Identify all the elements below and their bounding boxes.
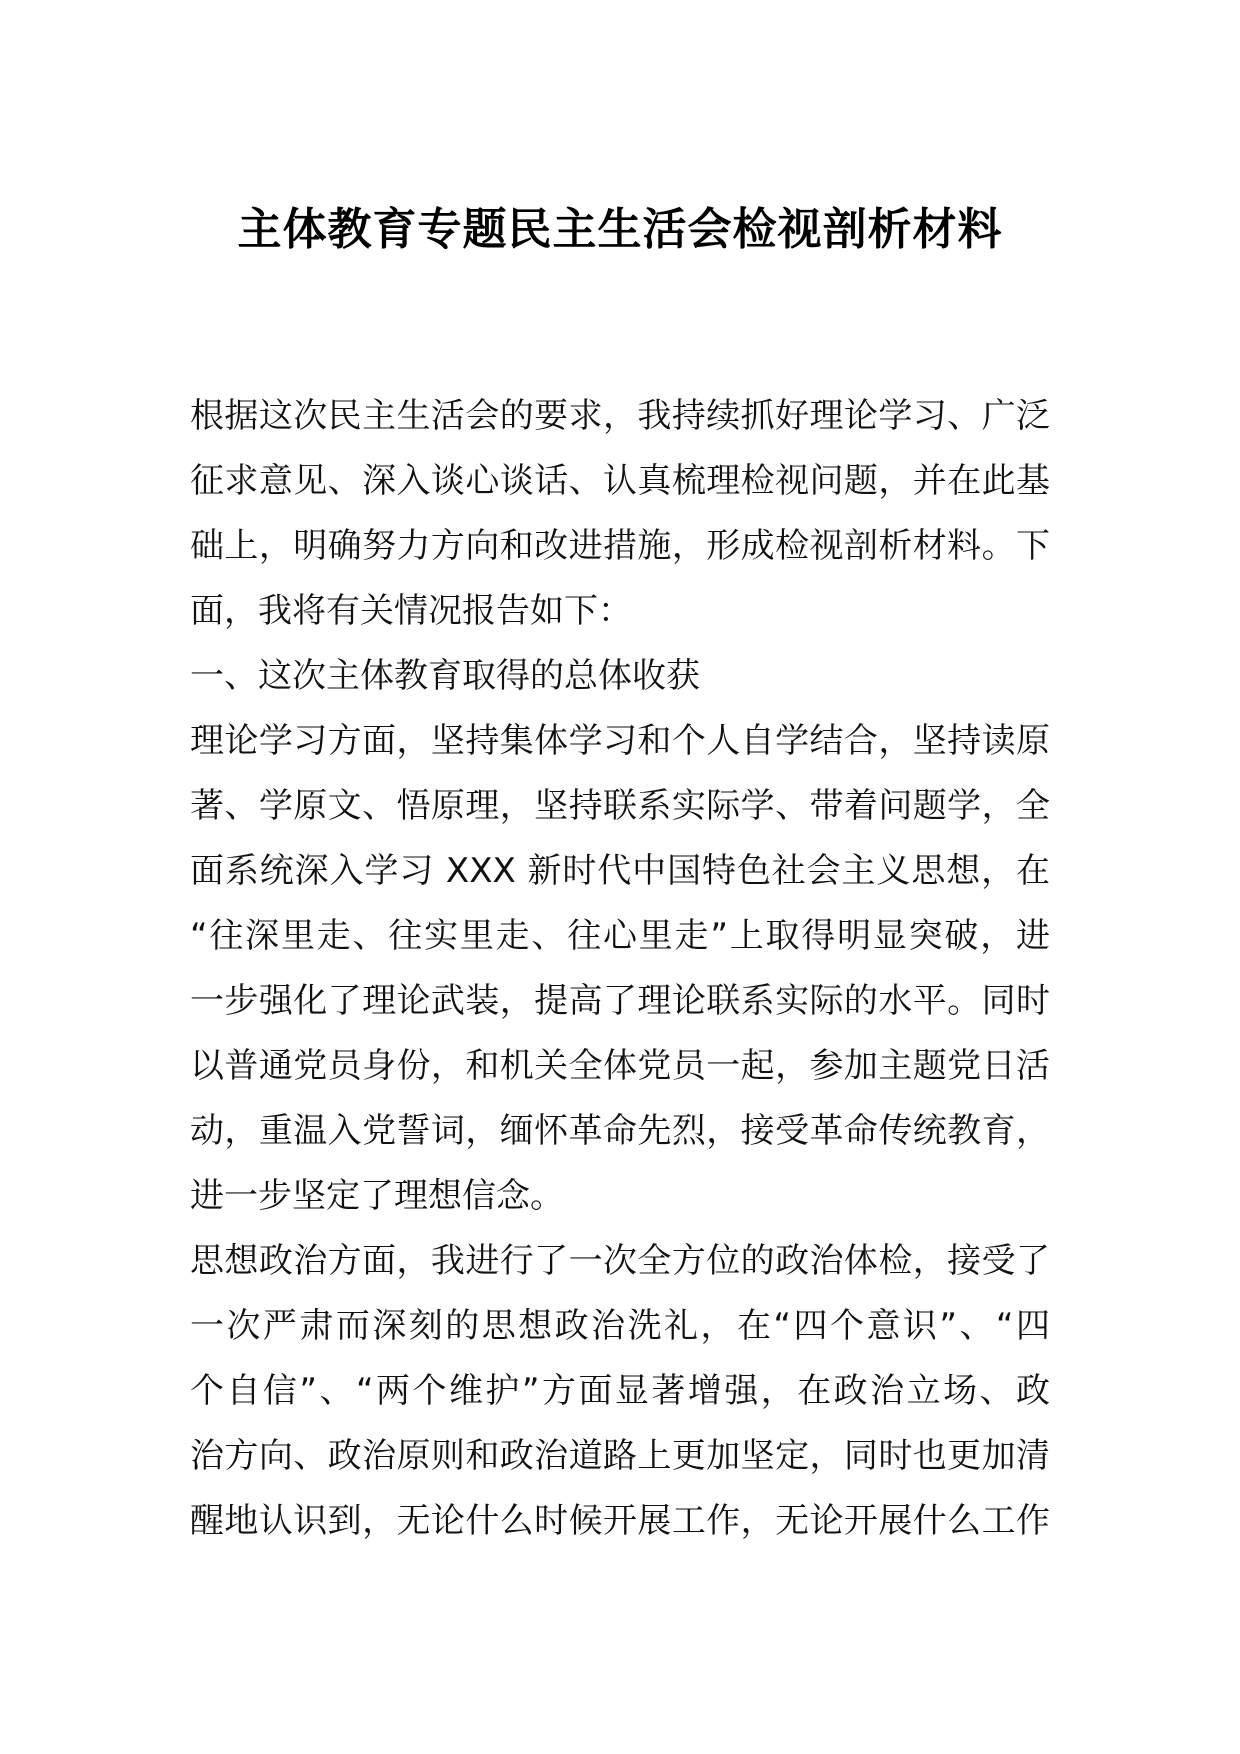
body-line: 思想政治方面，我进行了一次全方位的政治体检，接受了	[190, 1241, 1050, 1281]
document-title: 主体教育专题民主生活会检视剖析材料	[237, 204, 1003, 255]
body-line: 醒地认识到，无论什么时候开展工作，无论开展什么工作	[190, 1501, 1050, 1541]
body-line: 著、学原文、悟原理，坚持联系实际学、带着问题学，全	[190, 786, 1050, 826]
body-line: 础上，明确努力方向和改进措施，形成检视剖析材料。下	[190, 526, 1050, 566]
body-line: “往深里走、往实里走、往心里走”上取得明显突破，进	[190, 916, 1050, 956]
body-line: 理论学习方面，坚持集体学习和个人自学结合，坚持读原	[190, 721, 1050, 761]
body-line: 治方向、政治原则和政治道路上更加坚定，同时也更加清	[190, 1436, 1050, 1476]
body-line: 根据这次民主生活会的要求，我持续抓好理论学习、广泛	[190, 396, 1050, 436]
body-line: 以普通党员身份，和机关全体党员一起，参加主题党日活	[190, 1046, 1050, 1086]
body-line: 面，我将有关情况报告如下：	[190, 591, 632, 631]
body-line: 征求意见、深入谈心谈话、认真梳理检视问题，并在此基	[190, 461, 1050, 501]
body-line: 一次严肃而深刻的思想政治洗礼，在“四个意识”、“四	[190, 1306, 1050, 1346]
body-line: 面系统深入学习 XXX 新时代中国特色社会主义思想，在	[190, 851, 1050, 891]
section-heading: 一、这次主体教育取得的总体收获	[190, 656, 700, 696]
document-body	[190, 384, 1050, 1554]
body-line: 动，重温入党誓词，缅怀革命先烈，接受革命传统教育，	[190, 1111, 1050, 1151]
body-line: 个自信”、“两个维护”方面显著增强，在政治立场、政	[190, 1371, 1050, 1411]
body-line: 进一步坚定了理想信念。	[190, 1176, 564, 1216]
body-line: 一步强化了理论武装，提高了理论联系实际的水平。同时	[190, 981, 1050, 1021]
